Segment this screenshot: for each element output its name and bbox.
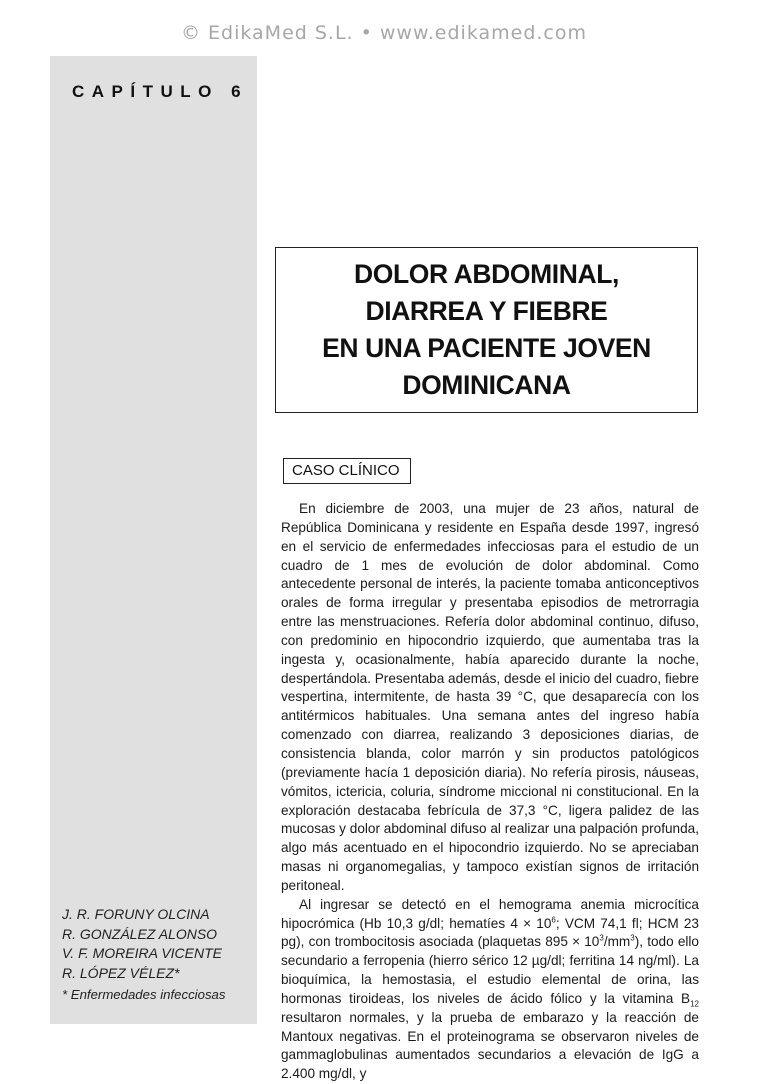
title-line: EN UNA PACIENTE JOVEN — [322, 333, 651, 363]
case-body — [281, 500, 699, 1084]
title-line: DOMINICANA — [402, 370, 571, 400]
title-box — [275, 247, 698, 413]
chapter-label: CAPÍTULO 6 — [72, 82, 249, 101]
author-name: R. GONZÁLEZ ALONSO — [62, 925, 218, 942]
text-run: /mm — [603, 934, 631, 950]
sidebar-panel — [50, 56, 257, 1024]
title-line: DIARREA Y FIEBRE — [365, 296, 608, 326]
watermark: © EdikaMed S.L. • www.edikamed.com — [180, 22, 588, 44]
paragraph-1: En diciembre de 2003, una mujer de 23 años, natural de República Dominicana y residente en España desde 1997, ingresó en el servicio de enfermedades infecciosas para el estudio de un cuadro de 1 mes de evolución de dolor abdominal. Como antecedente personal de interés, la paciente tomaba anticonceptivos orales de forma irregular y presentaba episodios de metrorragia entre las menstruaciones. Refería dolor abdominal continuo, difuso, con predominio en hipocondrio izquierdo, que aumentaba tras la ingesta y, ocasionalmente, había aparecido durante la noche, despertándola. Presentaba además, desde el inicio del cuadro, fiebre vespertina, intermitente, de hasta 39 °C, que desaparecía con los antitérmicos habituales. Una semana antes del ingreso había comenzado con diarrea, realizando 3 deposiciones diarias, de consistencia blanda, color marrón y sin productos patológicos (previamente hacía 1 deposición diaria). No refería pirosis, náuseas, vómitos, ictericia, coluria, síndrome miccional ni constitucional. En la exploración destacaba febrícula de 37,3 °C, ligera palidez de las mucosas y dolor abdominal difuso al realizar una palpación profunda, algo más acentuado en el hipocondrio izquierdo. No se apreciaban masas ni organomegalias, y tampoco existían signos de irritación peritoneal. — [281, 501, 699, 893]
section-heading: CASO CLÍNICO — [283, 458, 411, 484]
paragraph-2 — [281, 896, 699, 1084]
text-run: resultaron normales, y la prueba de embarazo y la reacción de Mantoux negativas. En el proteinograma se observaron niveles de gammaglobulinas aumentados secundarios a elevación de IgG a 2.400 mg/dl, y — [281, 1009, 699, 1082]
author-name: J. R. FORUNY OLCINA — [62, 906, 210, 922]
title-line: DOLOR ABDOMINAL, — [354, 259, 619, 289]
text-run: Al ingresar se detectó en el hemograma anemia microcítica hipocrómica (Hb 10,3 g/dl; hematíes 4 × 10 — [281, 896, 699, 931]
text-run: ), todo ello secundario a ferropenia (hierro sérico 12 µg/dl; ferritina 14 ng/ml). La bioquímica, la hemostasia, el estudio elemental de orina, las hormonas tiroideas, los niveles de ácido fólico y la vitamina B — [281, 934, 699, 1006]
page-title — [322, 256, 651, 404]
superscript: 3 — [630, 933, 635, 943]
text-run: ; VCM 74,1 fl; HCM 23 pg), con trombocitosis asociada (plaquetas 895 × 10 — [281, 915, 699, 950]
author-footnote: * Enfermedades infecciosas — [62, 987, 226, 1003]
authors-block — [62, 905, 254, 1005]
superscript: 6 — [551, 915, 556, 925]
subscript: 12 — [690, 999, 699, 1009]
author-name: V. F. MOREIRA VICENTE — [62, 945, 222, 962]
superscript: 3 — [599, 933, 604, 943]
author-name: R. LÓPEZ VÉLEZ* — [62, 964, 180, 981]
